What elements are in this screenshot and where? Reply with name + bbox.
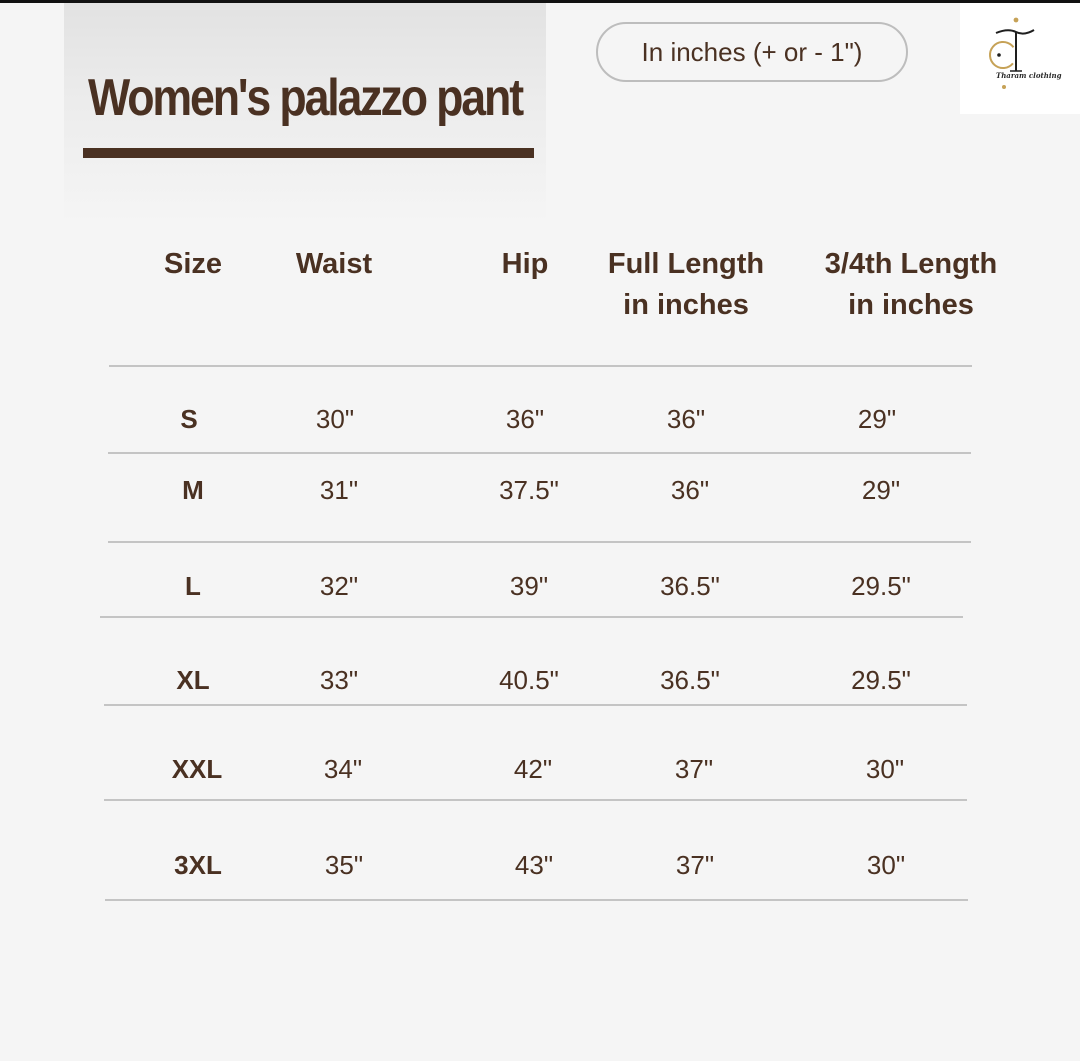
cell-waist: 31" bbox=[319, 475, 359, 505]
cell-hip: 42" bbox=[513, 754, 553, 784]
cell-hip: 36" bbox=[505, 404, 545, 434]
cell-three-quarter-length: 29" bbox=[857, 404, 897, 434]
cell-hip: 43" bbox=[514, 850, 554, 880]
cell-size: S bbox=[180, 404, 198, 434]
cell-hip: 40.5" bbox=[499, 665, 559, 695]
cell-three-quarter-length: 29" bbox=[861, 475, 901, 505]
table-divider bbox=[100, 616, 963, 618]
cell-three-quarter-length: 29.5" bbox=[851, 571, 911, 601]
cell-full-length: 36.5" bbox=[660, 665, 720, 695]
cell-size: 3XL bbox=[174, 850, 222, 880]
cell-full-length: 36.5" bbox=[660, 571, 720, 601]
cell-three-quarter-length: 30" bbox=[865, 754, 905, 784]
header-full-length: Full Length in inches bbox=[607, 248, 765, 321]
header-hip: Hip bbox=[501, 248, 549, 280]
cell-waist: 32" bbox=[319, 571, 359, 601]
cell-hip: 37.5" bbox=[499, 475, 559, 505]
cell-size: M bbox=[182, 475, 204, 505]
table-divider bbox=[109, 365, 972, 367]
cell-waist: 34" bbox=[323, 754, 363, 784]
header-waist: Waist bbox=[295, 248, 373, 280]
cell-full-length: 36" bbox=[666, 404, 706, 434]
cell-size: L bbox=[185, 571, 201, 601]
cell-size: XL bbox=[176, 665, 210, 695]
table-divider bbox=[108, 541, 971, 543]
cell-full-length: 36" bbox=[670, 475, 710, 505]
page-title: Women's palazzo pant bbox=[88, 69, 522, 127]
table-divider bbox=[104, 704, 967, 706]
table-divider bbox=[105, 899, 968, 901]
cell-waist: 30" bbox=[315, 404, 355, 434]
cell-full-length: 37" bbox=[674, 754, 714, 784]
unit-note-badge: In inches (+ or - 1") bbox=[596, 22, 908, 82]
brand-caption: Tharam clothing bbox=[996, 71, 1062, 80]
table-divider bbox=[104, 799, 967, 801]
header-size: Size bbox=[163, 248, 223, 280]
cell-waist: 33" bbox=[319, 665, 359, 695]
cell-size: XXL bbox=[171, 754, 223, 784]
brand-logo bbox=[960, 3, 1080, 114]
title-underline bbox=[83, 148, 534, 158]
cell-full-length: 37" bbox=[675, 850, 715, 880]
cell-hip: 39" bbox=[509, 571, 549, 601]
table-divider bbox=[108, 452, 971, 454]
cell-three-quarter-length: 29.5" bbox=[851, 665, 911, 695]
header-three-quarter-length: 3/4th Length in inches bbox=[824, 248, 998, 321]
cell-waist: 35" bbox=[324, 850, 364, 880]
cell-three-quarter-length: 30" bbox=[866, 850, 906, 880]
